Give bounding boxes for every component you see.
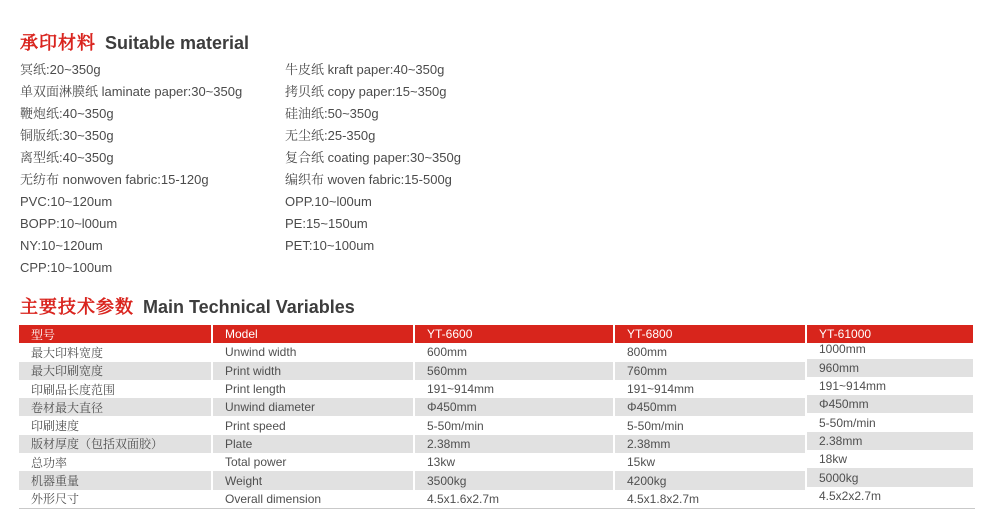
material-item: PVC:10~120um bbox=[20, 194, 113, 209]
table-cell: Total power bbox=[225, 455, 287, 470]
material-item: 无纺布 nonwoven fabric:15-120g bbox=[20, 172, 209, 187]
table-cell: 13kw bbox=[427, 455, 456, 470]
table-cell: 960mm bbox=[807, 359, 973, 377]
table-cell: 4.5x1.6x2.7m bbox=[427, 491, 500, 506]
table-cell: 191~914mm bbox=[819, 379, 887, 394]
table-row bbox=[19, 490, 975, 508]
specs-section-title bbox=[20, 293, 355, 319]
materials-title-en: Suitable material bbox=[105, 33, 250, 53]
table-cell: Plate bbox=[213, 435, 413, 453]
material-item: PET:10~100um bbox=[285, 238, 375, 253]
table-header-cell: YT-6800 bbox=[615, 325, 805, 343]
table-cell: 2.38mm bbox=[807, 432, 973, 450]
material-item: CPP:10~100um bbox=[20, 260, 113, 275]
material-item: 硅油纸:50~350g bbox=[285, 106, 379, 121]
material-item: 单双面淋膜纸 laminate paper:30~350g bbox=[20, 84, 243, 99]
materials-list-right bbox=[285, 59, 461, 257]
table-cell: 4.5x2x2.7m bbox=[819, 488, 882, 503]
material-item: 编织布 woven fabric:15-500g bbox=[285, 172, 452, 187]
specs-title-en: Main Technical Variables bbox=[143, 297, 355, 317]
material-item: 牛皮纸 kraft paper:40~350g bbox=[285, 62, 445, 77]
table-cell: 18kw bbox=[819, 452, 848, 467]
table-cell: 4.5x1.8x2.7m bbox=[627, 491, 700, 506]
table-cell: 4200kg bbox=[615, 471, 805, 489]
table-cell: Φ450mm bbox=[615, 398, 805, 416]
table-cell: Print length bbox=[225, 382, 286, 397]
table-cell: 600mm bbox=[427, 345, 468, 360]
material-item: PE:15~150um bbox=[285, 216, 368, 231]
table-cell: 800mm bbox=[627, 345, 668, 360]
table-cell: 760mm bbox=[615, 362, 805, 380]
table-cell: 560mm bbox=[415, 362, 613, 380]
table-cell: Unwind diameter bbox=[213, 398, 413, 416]
table-cell: Print speed bbox=[225, 418, 286, 433]
table-cell: Overall dimension bbox=[225, 491, 322, 506]
table-cell: 2.38mm bbox=[415, 435, 613, 453]
table-cell: 印刷品长度范围 bbox=[31, 382, 116, 397]
table-cell: 机器重量 bbox=[19, 471, 211, 489]
material-item: 无尘纸:25-350g bbox=[285, 128, 376, 143]
table-cell: 最大印料宽度 bbox=[31, 345, 104, 360]
table-cell: 1000mm bbox=[819, 342, 866, 357]
table-bottom-border bbox=[19, 508, 975, 509]
material-item: 铜版纸:30~350g bbox=[20, 128, 114, 143]
table-cell: 15kw bbox=[627, 455, 656, 470]
table-cell: 5-50m/min bbox=[427, 418, 484, 433]
table-cell: 最大印刷宽度 bbox=[19, 362, 211, 380]
material-item: 拷贝纸 copy paper:15~350g bbox=[285, 84, 447, 99]
material-item: 鞭炮纸:40~350g bbox=[20, 106, 114, 121]
table-cell: 191~914mm bbox=[427, 382, 495, 397]
material-item: NY:10~120um bbox=[20, 238, 103, 253]
specs-title-zh: 主要技术参数 bbox=[20, 297, 134, 317]
spec-table bbox=[19, 325, 975, 509]
table-cell: 5-50m/min bbox=[819, 415, 876, 430]
table-cell: 5-50m/min bbox=[627, 418, 684, 433]
materials-title-zh: 承印材料 bbox=[20, 33, 96, 53]
materials-list-left bbox=[20, 59, 242, 279]
table-header-cell: YT-6600 bbox=[415, 325, 613, 343]
materials-section-title bbox=[20, 29, 249, 55]
material-item: 冥纸:20~350g bbox=[20, 62, 101, 77]
table-cell: 总功率 bbox=[31, 455, 68, 470]
table-cell: Φ450mm bbox=[807, 395, 973, 413]
material-item: 离型纸:40~350g bbox=[20, 150, 114, 165]
material-item: BOPP:10~l00um bbox=[20, 216, 118, 231]
table-cell: 版材厚度（包括双面胶） bbox=[19, 435, 211, 453]
material-item: OPP.10~l00um bbox=[285, 194, 372, 209]
table-cell: 印刷速度 bbox=[31, 419, 80, 434]
table-cell: 卷材最大直径 bbox=[19, 398, 211, 416]
table-cell: 5000kg bbox=[807, 468, 973, 486]
table-header-cell: YT-61000 bbox=[807, 325, 973, 343]
table-cell: Weight bbox=[213, 471, 413, 489]
table-cell: Unwind width bbox=[225, 345, 297, 360]
table-cell: 2.38mm bbox=[615, 435, 805, 453]
material-item: 复合纸 coating paper:30~350g bbox=[285, 150, 461, 165]
table-cell: Print width bbox=[213, 362, 413, 380]
table-header-cell: Model bbox=[213, 325, 413, 343]
table-header-cell: 型号 bbox=[19, 325, 211, 343]
table-cell: 191~914mm bbox=[627, 382, 695, 397]
table-cell: 3500kg bbox=[415, 471, 613, 489]
table-cell: Φ450mm bbox=[415, 398, 613, 416]
table-cell: 外形尺寸 bbox=[31, 492, 80, 507]
